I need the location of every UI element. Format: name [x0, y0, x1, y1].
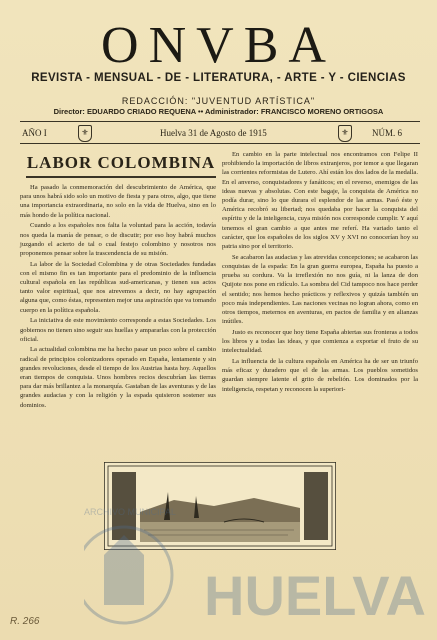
crest-icon: ⚜: [78, 125, 92, 142]
stamp-text: HUELVA: [204, 564, 426, 627]
right-paragraph: Se acabaron las audacias y las atrevidas concepciones; se acabaron las conquistas de la espada: En la gran guerra europea, España ha puesto a prueba su cordura. Va la irreflexión no nos guía, ni la lanza de don Quijote nos pone en ridículo. La sombra del Cid tampoco nos hace perder el sentido; nos hemos hecho prácticos y reflexivos y quizás también un poco más independientes. Las naciones vecinas no logran ahora, como en otros tiempos, meternos en aventuras, en pactos de familia y en alianzas inútiles.: [222, 253, 418, 326]
stamp-side-text: ARCHIVO MUNICIPAL: [84, 507, 176, 517]
left-column: [20, 183, 216, 411]
archive-stamp-watermark: [84, 455, 429, 635]
issue-info-row: [20, 124, 420, 142]
staff-line: Director: EDUARDO CRIADO REQUENA •• Administrador: FRANCISCO MORENO ORTIGOSA: [53, 107, 384, 116]
issue-year: AÑO I: [22, 128, 47, 138]
left-paragraph: La iniciativa de este movimiento corresponde a estas Sociedades. Los gobiernos no tienen sino seguir sus huellas y ampararlas con la protección oficial.: [20, 317, 216, 343]
right-paragraph: En cambio en la parte intelectual nos encontramos con Felipe II prohibiendo la importación de libros extranjeros, por temor a que llegaran las corrientes reformistas de Lutero. Ahí están los dos lados de la medalla. En el anverso, conquistadores y fanáticos; en el reverso, enemigos de las ideas nuevas y absolutas. Con este bagaje, la conquista de América no podía durar, sino lo que durara el esplendor de las armas. Pasó éste y América recobró su libertad; nos quedaba por hacer la conquista del espíritu y de la inteligencia, cuya misión nos corresponde cumplir. Y aquí tenemos el gran cambio a que antes me referí. Ha variado tanto el carácter, que los españoles de los siglos XV y XVI no conocerían hoy su patria sino por el territorio.: [222, 151, 418, 251]
top-rule: [20, 121, 420, 122]
left-paragraph: Cuando a los españoles nos falta la voluntad para la acción, todavía nos queda la manía de pensar, o de discutir; por eso hoy habrá muchos juzgando el acierto de tal o cual festejo colombino y nosotros nos proponemos pensar sobre la trascendencia de su misión.: [20, 222, 216, 257]
magazine-subtitle: REVISTA - MENSUAL - DE - LITERATURA, - ARTE - Y - CIENCIAS: [31, 72, 406, 84]
bottom-rule: [20, 143, 420, 144]
left-paragraph: La actualidad colombina me ha hecho pasar un poco sobre el cambio radical de principios colonizadores operado en España, lentamente y sin grandes revoluciones, desde el tiempo de los Austrias hasta hoy. Aquellos eran tiempos de conquista. Unos hombres recios descubrían las tierras para dar más brillantez a la monarquía. Gastaban de las aventuras y de las grandes audacias y con la religión y la espada quisieron sostener sus dominios.: [20, 346, 216, 409]
editorial-line: REDACCIÓN: "JUVENTUD ARTÍSTICA": [121, 96, 316, 106]
right-paragraph: La influencia de la cultura española en América ha de ser un triunfo más eficaz y duradero que el de las armas. Los pueblos sometidos guardan siempre latente el grito de rebelión. Los dominados por la inteligencia, respetan y reconocen la superiori-: [222, 357, 418, 393]
right-column: [222, 150, 418, 395]
issue-date: Huelva 31 de Agosto de 1915: [160, 128, 267, 138]
left-paragraph: La labor de la Sociedad Colombina y de otras Sociedades fundadas con el mismo fin es tan importante para el predominio de la influencia cultural española en las repúblicas sud-americanas, y tienen sus actos tanto valor espiritual, que nos atrevemos a decir, no hay agrupación alguna que, como éstas, representen mejor una aspiración que va tomando cuerpo en la política española.: [20, 260, 216, 314]
magazine-title: ONVBA: [101, 17, 336, 74]
left-paragraph: Ha pasado la conmemoración del descubrimiento de América, que para unos habrá sido solo un motivo de fiesta y para otros, algo, que tiene una importancia extraordinaria, no solo en la vida de Huelva, sino en lo más hondo de la política nacional.: [20, 184, 216, 219]
issue-number: NÚM. 6: [372, 128, 403, 138]
article-heading: LABOR COLOMBINA: [26, 152, 216, 178]
right-paragraph: Justo es reconocer que hoy tiene España abiertas sus fronteras a todos los libros y a todas las ideas, y que comienza a exportar el fruto de su intelectualidad.: [222, 328, 418, 355]
pencil-mark: R. 266: [10, 616, 40, 627]
crest-icon: ⚜: [338, 125, 352, 142]
